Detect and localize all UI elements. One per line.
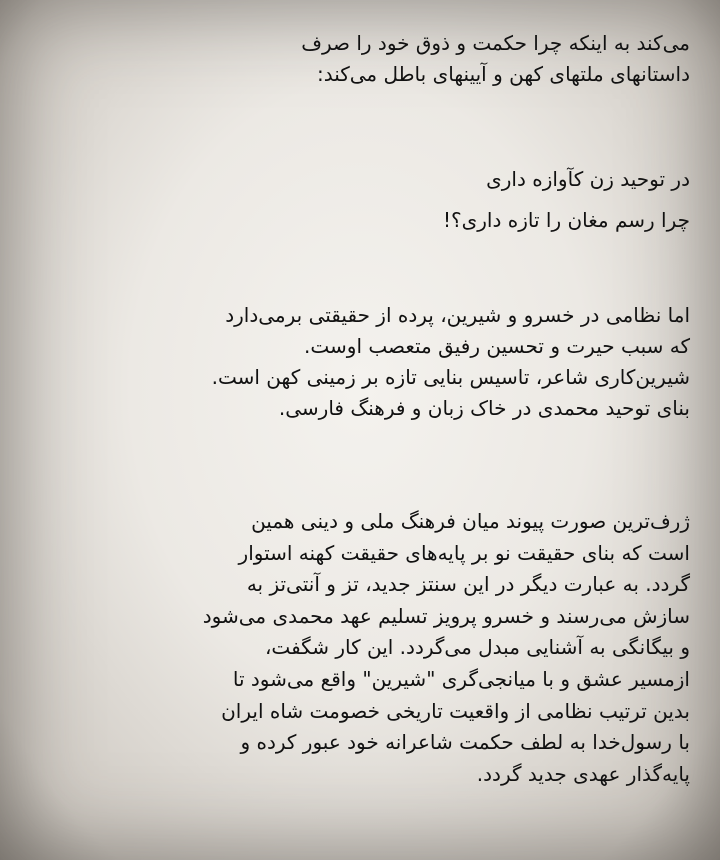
text-line: است که بنای حقیقت نو بر پایه‌های حقیقت کهنه استوار xyxy=(238,540,690,565)
verse-line: در توحید زن کآوازه داری xyxy=(486,167,690,191)
text-line: که سبب حیرت و تحسین رفیق متعصب اوست. xyxy=(304,334,690,358)
text-line: با رسول‌خدا به لطف حکمت شاعرانه خود عبور کرده و xyxy=(240,730,690,755)
paragraph-2 xyxy=(50,300,690,424)
text-line: سازش می‌رسند و خسرو پرویز تسلیم عهد محمدی می‌شود xyxy=(202,603,690,628)
text-line: ازمسیر عشق و با میانجی‌گری "شیرین" واقع می‌شود تا xyxy=(232,666,690,691)
verse-line: چرا رسم مغان را تازه داری؟! xyxy=(442,208,690,232)
text-line: بنای توحید محمدی در خاک زبان و فرهنگ فارسی. xyxy=(278,396,690,420)
text-line: داستانهای ملتهای کهن و آیینهای باطل می‌کند: xyxy=(316,62,690,86)
paragraph-3 xyxy=(50,506,690,790)
text-line: می‌کند به اینکه چرا حکمت و ذوق خود را صرف xyxy=(301,31,690,55)
text-line: و بیگانگی به آشنایی مبدل می‌گردد. این کار شگفت، xyxy=(264,635,690,660)
text-line: اما نظامی در خسرو و شیرین، پرده از حقیقتی برمی‌دارد xyxy=(225,303,690,327)
text-line: ژرف‌ترین صورت پیوند میان فرهنگ ملی و دینی همین xyxy=(251,509,690,533)
text-line: گردد. به عبارت دیگر در این سنتز جدید، تز و آنتی‌تز به xyxy=(246,572,690,597)
verse-couplet xyxy=(60,164,690,246)
text-line: بدین ترتیب نظامی از واقعیت تاریخی خصومت شاه ایران xyxy=(221,698,690,723)
text-line: پایه‌گذار عهدی جدید گردد. xyxy=(476,761,690,786)
text-line: شیرین‌کاری شاعر، تاسیس بنایی تازه بر زمینی کهن است. xyxy=(211,365,690,389)
intro-paragraph xyxy=(60,28,690,90)
